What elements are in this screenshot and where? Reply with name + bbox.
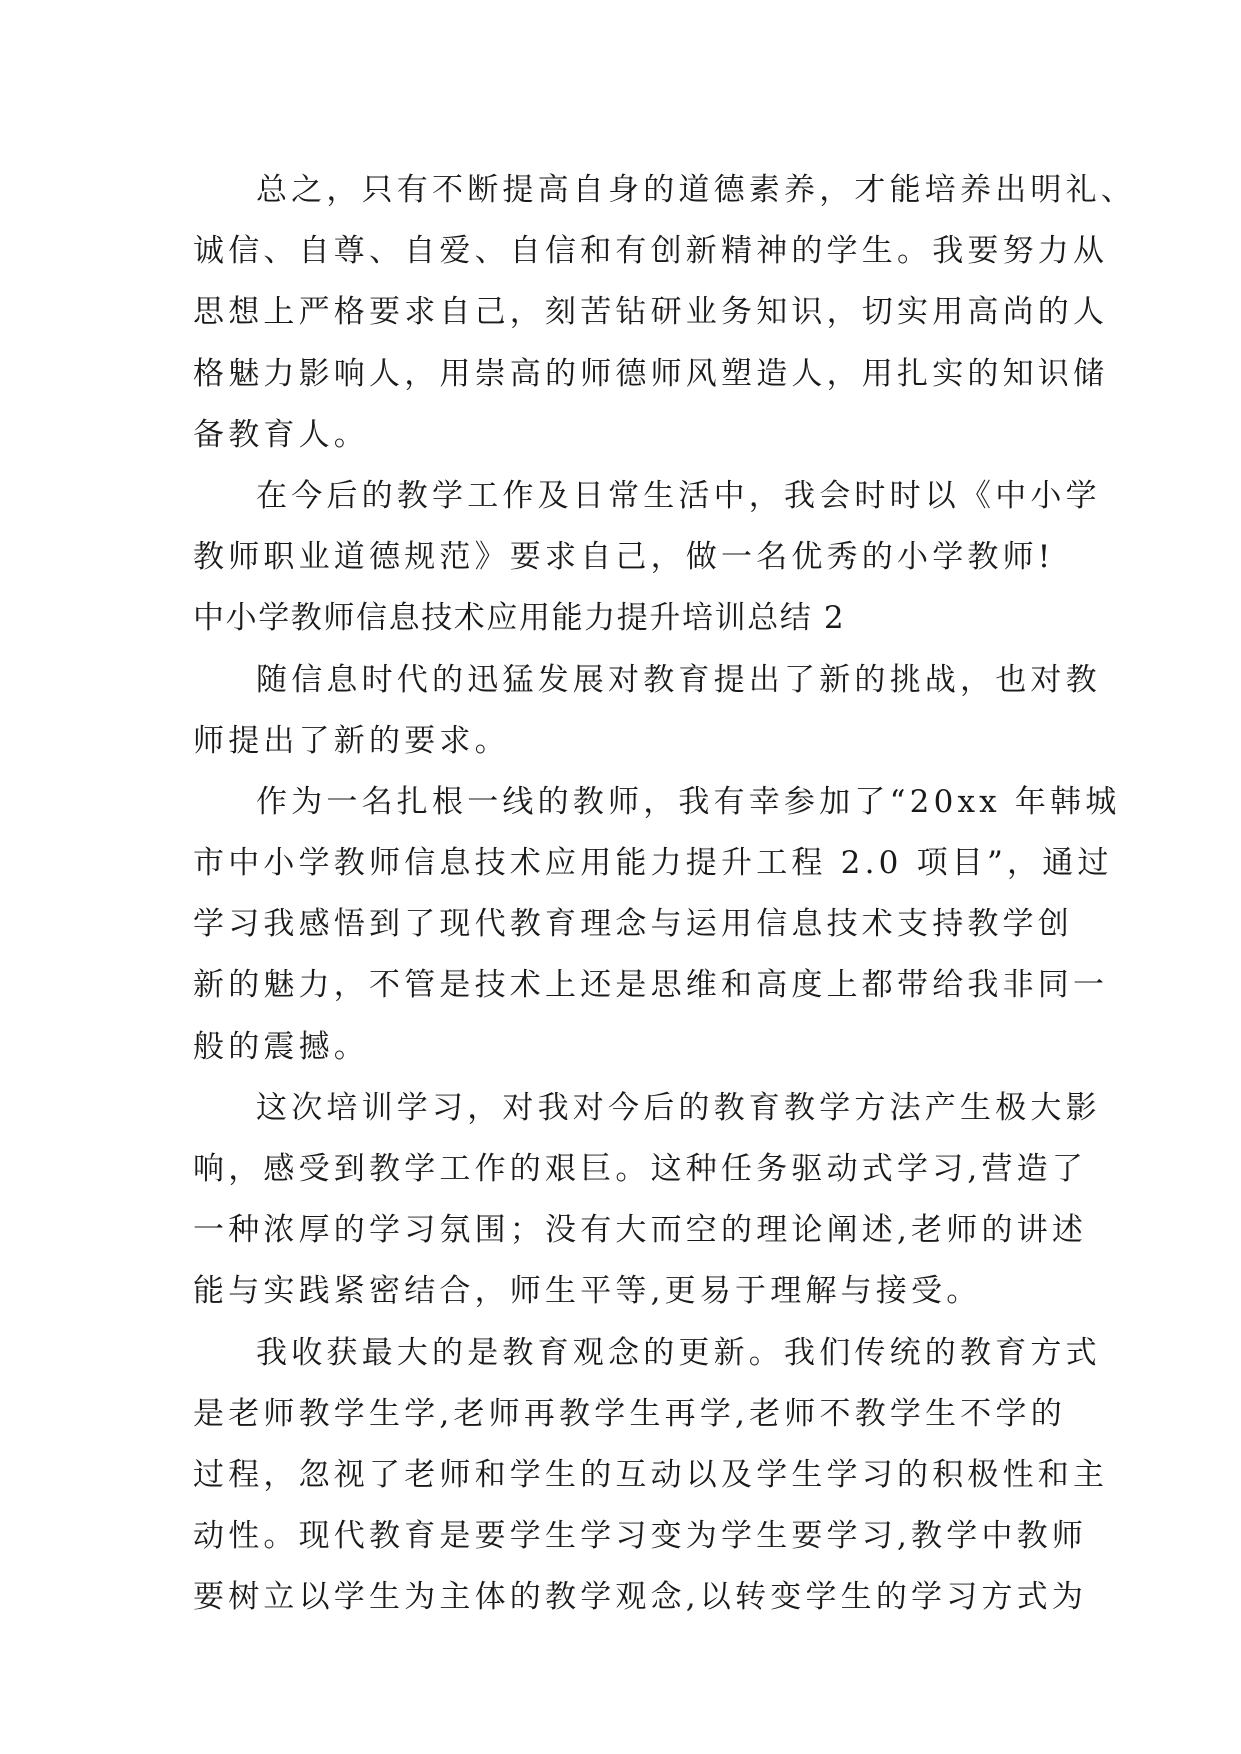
text-line: 能与实践紧密结合，师生平等,更易于理解与接受。 [193, 1273, 982, 1310]
paragraph-training-impact [193, 1078, 1101, 1323]
text-line: 响，感受到教学工作的艰巨。这种任务驱动式学习,营造了 [193, 1151, 1088, 1187]
text-line: 师提出了新的要求。 [193, 722, 510, 759]
text-line: 市中小学教师信息技术应用能力提升工程 2.0 项目”，通过 [193, 845, 1113, 882]
paragraph-project-participation [193, 772, 1121, 1078]
text-line: 随信息时代的迅猛发展对教育提出了新的挑战，也对教 [256, 661, 1101, 698]
paragraph-information-era [193, 650, 1101, 772]
text-line: 诚信、自尊、自爱、自信和有创新精神的学生。我要努力从 [193, 233, 1109, 270]
text-line: 过程，忽视了老师和学生的互动以及学生学习的积极性和主 [193, 1456, 1109, 1493]
text-line: 新的魅力，不管是技术上还是思维和高度上都带给我非同一 [193, 967, 1109, 1004]
text-line: 格魅力影响人，用崇高的师德师风塑造人，用扎实的知识储 [193, 355, 1109, 392]
text-line: 是老师教学生学,老师再教学生再学,老师不教学生不学的 [193, 1395, 1066, 1432]
heading-text: 中小学教师信息技术应用能力提升培训总结 2 [193, 600, 846, 637]
paragraph-concept-update [193, 1323, 1109, 1629]
text-line: 在今后的教学工作及日常生活中，我会时时以《中小学 [256, 477, 1101, 514]
document-page [193, 160, 1136, 1629]
text-line: 我收获最大的是教育观念的更新。我们传统的教育方式 [256, 1334, 1101, 1371]
text-line: 一种浓厚的学习氛围；没有大而空的理论阐述,老师的讲述 [193, 1212, 1088, 1249]
text-line: 要树立以学生为主体的教学观念,以转变学生的学习方式为 [193, 1579, 1088, 1616]
text-line: 学习我感悟到了现代教育理念与运用信息技术支持教学创 [193, 906, 1073, 943]
paragraph-summary [193, 160, 1136, 466]
text-line: 备教育人。 [193, 416, 369, 453]
text-line: 作为一名扎根一线的教师，我有幸参加了“20xx 年韩城 [256, 783, 1121, 820]
text-line: 动性。现代教育是要学生学习变为学生要学习,教学中教师 [193, 1518, 1088, 1555]
text-line: 教师职业道德规范》要求自己，做一名优秀的小学教师! [193, 539, 1055, 576]
text-line: 这次培训学习，对我对今后的教育教学方法产生极大影 [256, 1089, 1101, 1126]
paragraph-future-work [193, 466, 1101, 588]
text-line: 总之，只有不断提高自身的道德素养，才能培养出明礼、 [256, 172, 1136, 208]
text-line: 思想上严格要求自己，刻苦钻研业务知识，切实用高尚的人 [193, 294, 1109, 331]
section-heading [193, 588, 1053, 649]
text-line: 般的震撼。 [193, 1028, 369, 1065]
